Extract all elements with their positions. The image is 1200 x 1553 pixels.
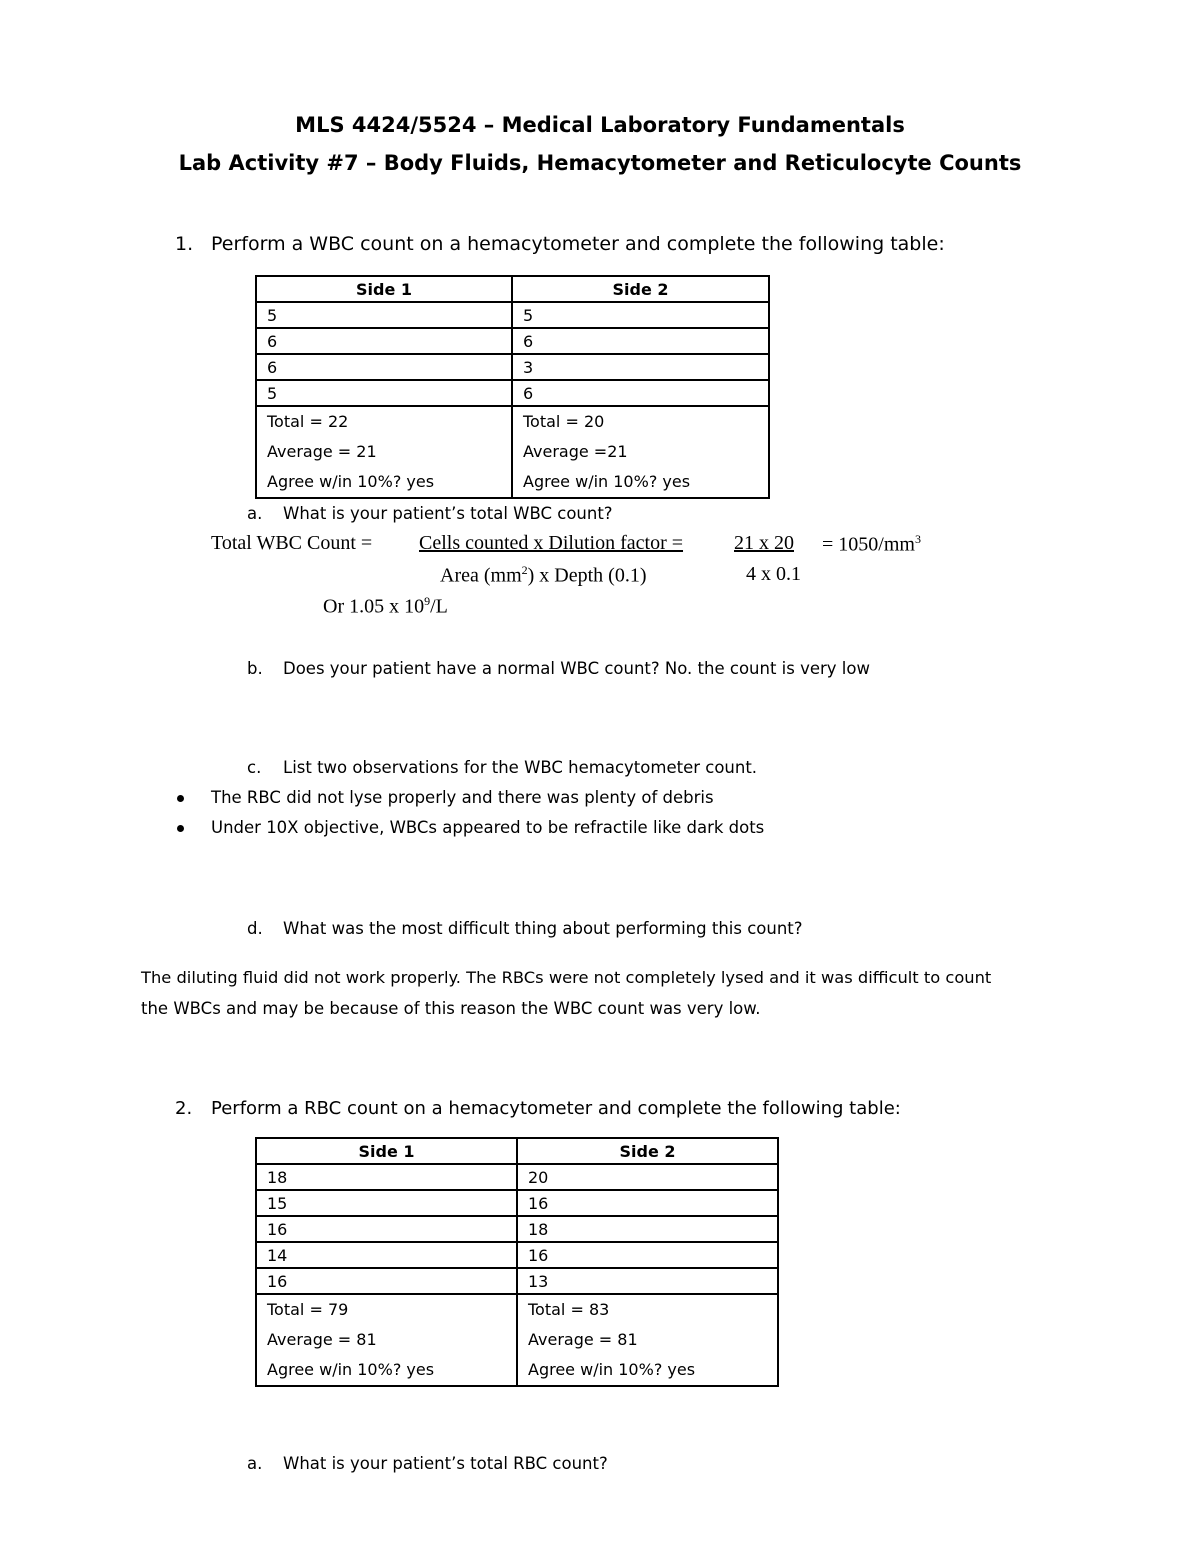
page-title: MLS 4424/5524 – Medical Laboratory Fundamentals bbox=[295, 113, 905, 137]
q2a-question: What is your patient’s total RBC count? bbox=[283, 1454, 608, 1473]
rbc-average-side1: Average = 81 bbox=[267, 1330, 377, 1349]
rbc-header-side2: Side 2 bbox=[517, 1138, 778, 1164]
q1a-label: a. bbox=[247, 504, 263, 523]
wbc-agree-side2: Agree w/in 10%? yes bbox=[523, 472, 691, 491]
bullet-icon bbox=[177, 795, 184, 802]
wbc-total-side1: Total = 22 bbox=[267, 412, 349, 431]
table-row bbox=[256, 380, 769, 406]
table-row bbox=[256, 1242, 778, 1268]
q1b-label: b. bbox=[247, 659, 263, 678]
rbc-summary-side2 bbox=[517, 1294, 778, 1386]
rbc-header-side1: Side 1 bbox=[256, 1138, 517, 1164]
table-row bbox=[256, 1190, 778, 1216]
rbc-cell: 20 bbox=[517, 1164, 778, 1190]
rbc-cell: 13 bbox=[517, 1268, 778, 1294]
wbc-summary-side1 bbox=[256, 406, 512, 498]
wbc-cell: 6 bbox=[512, 380, 769, 406]
wbc-cell: 6 bbox=[256, 328, 512, 354]
q1d-label: d. bbox=[247, 919, 263, 938]
q2a-label: a. bbox=[247, 1454, 263, 1473]
wbc-cell: 5 bbox=[256, 380, 512, 406]
rbc-total-side1: Total = 79 bbox=[267, 1300, 349, 1319]
wbc-average-side2: Average =21 bbox=[523, 442, 628, 461]
wbc-cell: 5 bbox=[256, 302, 512, 328]
wbc-average-side1: Average = 21 bbox=[267, 442, 377, 461]
wbc-cell: 6 bbox=[256, 354, 512, 380]
formula-lhs: Total WBC Count = bbox=[211, 532, 373, 554]
rbc-cell: 16 bbox=[517, 1190, 778, 1216]
q1d-question: What was the most difficult thing about performing this count? bbox=[283, 919, 803, 938]
formula-values-numerator: 21 x 20 bbox=[734, 532, 794, 554]
formula-alternate: Or 1.05 x $10^9/L$ bbox=[323, 594, 448, 618]
wbc-table bbox=[255, 275, 770, 499]
q1d-answer-line1: The diluting fluid did not work properly. The RBCs were not completely lysed and it was difficult to count bbox=[141, 968, 992, 987]
rbc-agree-side1: Agree w/in 10%? yes bbox=[267, 1360, 435, 1379]
wbc-header-side1: Side 1 bbox=[256, 276, 512, 302]
list-item: The RBC did not lyse properly and there was plenty of debris bbox=[211, 788, 714, 807]
rbc-total-side2: Total = 83 bbox=[528, 1300, 610, 1319]
rbc-summary-side1 bbox=[256, 1294, 517, 1386]
rbc-table bbox=[255, 1137, 779, 1387]
wbc-agree-side1: Agree w/in 10%? yes bbox=[267, 472, 435, 491]
table-row bbox=[256, 354, 769, 380]
rbc-cell: 18 bbox=[517, 1216, 778, 1242]
wbc-cell: 5 bbox=[512, 302, 769, 328]
wbc-summary-side2 bbox=[512, 406, 769, 498]
rbc-summary-row bbox=[256, 1294, 778, 1386]
formula-values-denominator: 4 x 0.1 bbox=[746, 563, 801, 585]
table-row bbox=[256, 328, 769, 354]
rbc-cell: 16 bbox=[256, 1268, 517, 1294]
q1c-label: c. bbox=[247, 758, 262, 777]
wbc-total-side2: Total = 20 bbox=[523, 412, 605, 431]
wbc-cell: 3 bbox=[512, 354, 769, 380]
rbc-cell: 15 bbox=[256, 1190, 517, 1216]
rbc-cell: 14 bbox=[256, 1242, 517, 1268]
rbc-cell: 16 bbox=[517, 1242, 778, 1268]
bullet-icon bbox=[177, 825, 184, 832]
table-row bbox=[256, 1268, 778, 1294]
formula-denominator: Area $(mm^2)$ x Depth (0.1) bbox=[440, 563, 647, 587]
page-subtitle: Lab Activity #7 – Body Fluids, Hemacytometer and Reticulocyte Counts bbox=[178, 151, 1022, 175]
q1b-question: Does your patient have a normal WBC count? No. the count is very low bbox=[283, 659, 870, 678]
q1-prompt: Perform a WBC count on a hemacytometer and complete the following table: bbox=[211, 233, 945, 255]
formula-numerator: Cells counted x Dilution factor = bbox=[419, 532, 684, 554]
formula-result: = $1050/mm^3$ bbox=[822, 532, 921, 556]
q1c-question: List two observations for the WBC hemacytometer count. bbox=[283, 758, 758, 777]
rbc-average-side2: Average = 81 bbox=[528, 1330, 638, 1349]
table-row bbox=[256, 302, 769, 328]
wbc-cell: 6 bbox=[512, 328, 769, 354]
q1a-question: What is your patient’s total WBC count? bbox=[283, 504, 613, 523]
rbc-agree-side2: Agree w/in 10%? yes bbox=[528, 1360, 696, 1379]
q1-number: 1. bbox=[175, 233, 194, 255]
table-row bbox=[256, 1164, 778, 1190]
q2-number: 2. bbox=[175, 1098, 193, 1119]
q1d-answer-line2: the WBCs and may be because of this reason the WBC count was very low. bbox=[141, 999, 761, 1018]
wbc-summary-row bbox=[256, 406, 769, 498]
wbc-header-side2: Side 2 bbox=[512, 276, 769, 302]
rbc-cell: 16 bbox=[256, 1216, 517, 1242]
q2-prompt: Perform a RBC count on a hemacytometer and complete the following table: bbox=[211, 1098, 901, 1119]
list-item: Under 10X objective, WBCs appeared to be refractile like dark dots bbox=[211, 818, 765, 837]
table-row bbox=[256, 1216, 778, 1242]
rbc-cell: 18 bbox=[256, 1164, 517, 1190]
